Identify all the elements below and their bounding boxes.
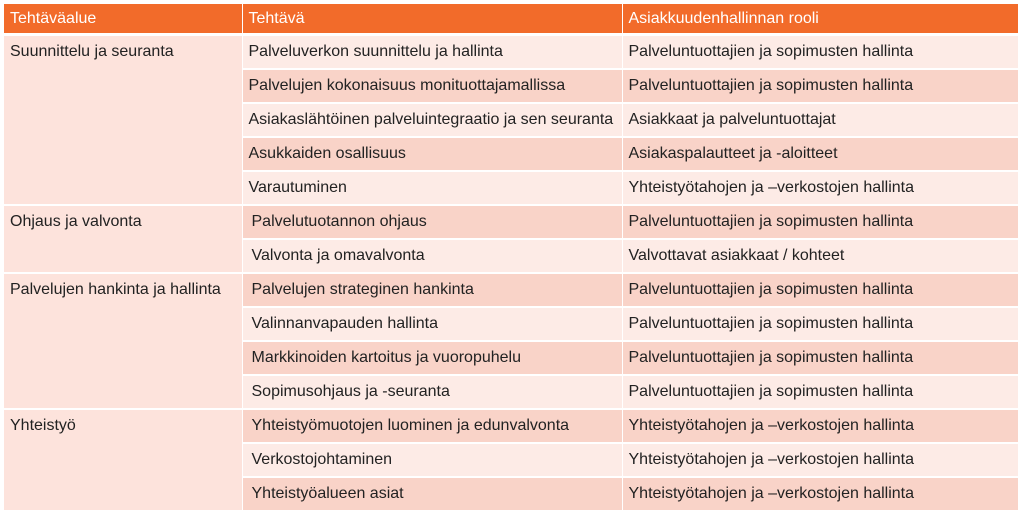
area-cell: Ohjaus ja valvonta (4, 205, 242, 273)
role-cell: Asiakaspalautteet ja -aloitteet (622, 137, 1018, 171)
roles-table-container (4, 4, 1018, 512)
role-cell: Palveluntuottajien ja sopimusten hallinta (622, 307, 1018, 341)
header-tehtavaalue: Tehtäväalue (4, 4, 242, 35)
task-cell: Markkinoiden kartoitus ja vuoropuhelu (242, 341, 622, 375)
header-tehtava: Tehtävä (242, 4, 622, 35)
task-cell: Yhteistyömuotojen luominen ja edunvalvonta (242, 409, 622, 443)
task-cell: Valvonta ja omavalvonta (242, 239, 622, 273)
role-cell: Yhteistyötahojen ja –verkostojen hallinta (622, 171, 1018, 205)
role-cell: Yhteistyötahojen ja –verkostojen hallinta (622, 443, 1018, 477)
roles-table (4, 4, 1019, 512)
task-cell: Sopimusohjaus ja -seuranta (242, 375, 622, 409)
role-cell: Palveluntuottajien ja sopimusten hallinta (622, 341, 1018, 375)
task-cell: Palvelutuotannon ohjaus (242, 205, 622, 239)
role-cell: Palveluntuottajien ja sopimusten hallinta (622, 69, 1018, 103)
task-cell: Asukkaiden osallisuus (242, 137, 622, 171)
header-rooli: Asiakkuudenhallinnan rooli (622, 4, 1018, 35)
header-row (4, 4, 1018, 35)
task-cell: Varautuminen (242, 171, 622, 205)
table-row (4, 205, 1018, 239)
role-cell: Palveluntuottajien ja sopimusten hallinta (622, 35, 1018, 70)
role-cell: Yhteistyötahojen ja –verkostojen hallinta (622, 409, 1018, 443)
role-cell: Palveluntuottajien ja sopimusten hallinta (622, 273, 1018, 307)
table-row (4, 273, 1018, 307)
task-cell: Palvelujen kokonaisuus monituottajamallissa (242, 69, 622, 103)
table-row (4, 35, 1018, 70)
area-cell: Suunnittelu ja seuranta (4, 35, 242, 206)
role-cell: Asiakkaat ja palveluntuottajat (622, 103, 1018, 137)
role-cell: Yhteistyötahojen ja –verkostojen hallinta (622, 477, 1018, 511)
task-cell: Palvelujen strateginen hankinta (242, 273, 622, 307)
role-cell: Valvottavat asiakkaat / kohteet (622, 239, 1018, 273)
role-cell: Palveluntuottajien ja sopimusten hallinta (622, 375, 1018, 409)
role-cell: Palveluntuottajien ja sopimusten hallinta (622, 205, 1018, 239)
task-cell: Valinnanvapauden hallinta (242, 307, 622, 341)
task-cell: Yhteistyöalueen asiat (242, 477, 622, 511)
area-cell: Palvelujen hankinta ja hallinta (4, 273, 242, 409)
table-row (4, 409, 1018, 443)
task-cell: Verkostojohtaminen (242, 443, 622, 477)
task-cell: Palveluverkon suunnittelu ja hallinta (242, 35, 622, 70)
area-cell: Yhteistyö (4, 409, 242, 511)
task-cell: Asiakaslähtöinen palveluintegraatio ja sen seuranta (242, 103, 622, 137)
